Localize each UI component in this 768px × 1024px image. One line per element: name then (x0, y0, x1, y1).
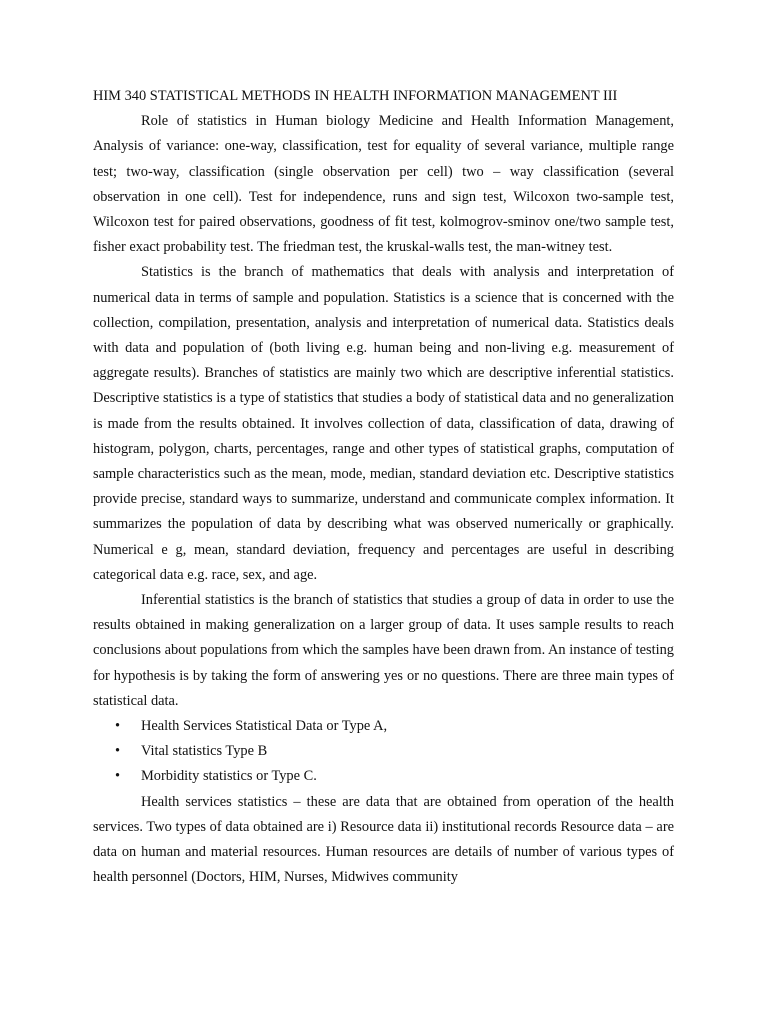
bullet-icon: • (115, 768, 121, 785)
list-item-text: Vital statistics Type B (141, 743, 268, 760)
paragraph-course-outline: Role of statistics in Human biology Medicine and Health Information Management, Analysis of variance: one-way, classification, test for equality of several variance, multiple range test; two-way, classification (single observation per cell) two – way classification (several observation in one cell). Test for independence, runs and sign test, Wilcoxon two-sample test, Wilcoxon test for paired observations, goodness of fit test, kolmogrov-sminov one/two sample test, fisher exact probability test. The friedman test, the kruskal-walls test, the man-witney test. (93, 113, 674, 256)
document-title: HIM 340 STATISTICAL METHODS IN HEALTH INFORMATION MANAGEMENT III (93, 88, 618, 104)
bullet-icon: • (115, 718, 121, 735)
list-item (93, 714, 674, 739)
paragraph-statistics-definition: Statistics is the branch of mathematics that deals with analysis and interpretation of numerical data in terms of sample and population. Statistics is a science that is concerned with the collection, compilation, presentation, analysis and interpretation of numerical data. Statistics deals with data and population of (both living e.g. human being and non-living e.g. measurement of aggregate results). Branches of statistics are mainly two which are descriptive inferential statistics. Descriptive statistics is a type of statistics that studies a body of statistical data and no generalization is made from the results obtained. It involves collection of data, classification of data, drawing of histogram, polygon, charts, percentages, range and other types of statistical graphs, computation of sample characteristics such as the mean, mode, median, standard deviation etc. Descriptive statistics provide precise, standard ways to summarize, understand and communicate complex information. It summarizes the population of data by describing what was observed numerically or graphically. Numerical e g, mean, standard deviation, frequency and percentages are useful in describing categorical data e.g. race, sex, and age. (93, 264, 674, 583)
list-item-text: Health Services Statistical Data or Type A, (141, 718, 388, 735)
paragraph-inferential-statistics: Inferential statistics is the branch of statistics that studies a group of data in order to use the results obtained in making generalization on a larger group of data. It uses sample results to reach conclusions about populations from which the samples have been drawn from. An instance of testing for hypothesis is by taking the form of answering yes or no questions. There are three main types of statistical data. (93, 592, 674, 709)
document-page (93, 84, 674, 891)
statistical-data-types-list (93, 714, 674, 790)
list-item (93, 739, 674, 764)
bullet-icon: • (115, 743, 121, 760)
paragraph-health-services-statistics: Health services statistics – these are data that are obtained from operation of the health services. Two types of data obtained are i) Resource data ii) institutional records Resource data – are data on human and material resources. Human resources are details of number of various types of health personnel (Doctors, HIM, Nurses, Midwives community (93, 793, 674, 886)
list-item-text: Morbidity statistics or Type C. (141, 768, 317, 785)
list-item (93, 764, 674, 789)
